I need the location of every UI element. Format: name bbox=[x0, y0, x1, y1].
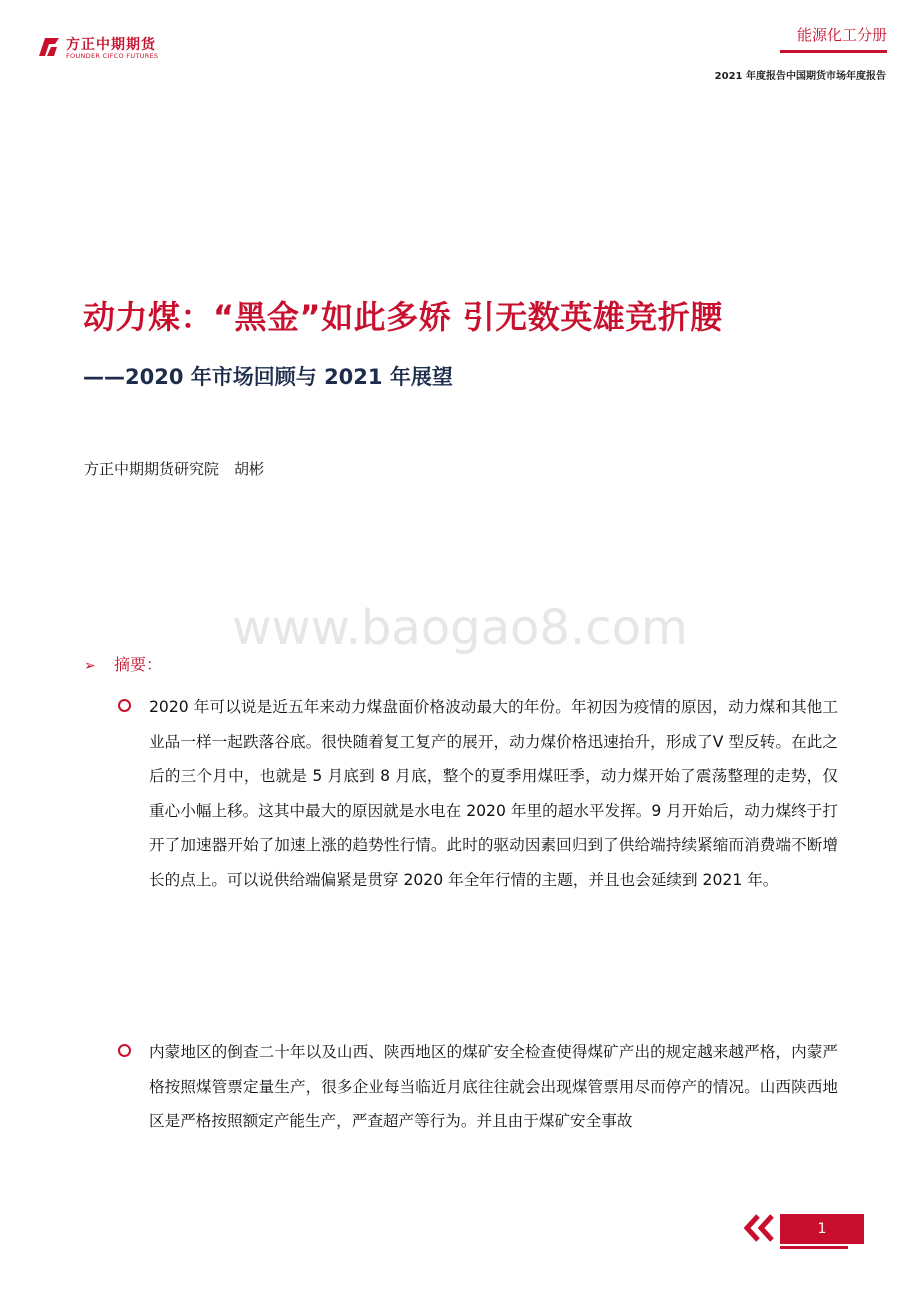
author-line: 方正中期期货研究院 胡彬 bbox=[84, 460, 265, 478]
summary-heading bbox=[84, 652, 162, 675]
page-subtitle: ——2020 年市场回顾与 2021 年展望 bbox=[83, 365, 453, 389]
summary-title: 摘要： bbox=[114, 655, 163, 674]
page-title: 动力煤：“黑金”如此多娇 引无数英雄竞折腰 bbox=[83, 298, 723, 336]
logo-chinese-name: 方正中期期货 bbox=[66, 37, 156, 53]
report-label: 2021 年度报告中国期货市场年度报告 bbox=[714, 71, 886, 82]
summary-paragraph: 内蒙地区的倒查二十年以及山西、陕西地区的煤矿安全检查使得煤矿产出的规定越来越严格，内蒙严格按照煤管票定量生产，很多企业每当临近月底往往就会出现煤管票用尽而停产的情况。山西陕西地区是严格按照额定产能生产，严查超产等行为。并且由于煤矿安全事故 bbox=[149, 1043, 838, 1130]
arrow-bullet-icon: ➢ bbox=[84, 658, 96, 674]
founder-logo-icon bbox=[37, 36, 61, 58]
list-item bbox=[118, 1035, 838, 1139]
footer-divider bbox=[780, 1246, 848, 1249]
list-item bbox=[118, 690, 838, 897]
circle-bullet-icon bbox=[118, 699, 131, 712]
circle-bullet-icon bbox=[118, 1044, 131, 1057]
double-chevron-left-icon bbox=[741, 1213, 777, 1243]
watermark: www.baogao8.com bbox=[232, 600, 688, 656]
section-name: 能源化工分册 bbox=[796, 26, 887, 44]
logo-english-name: FOUNDER CIFCO FUTURES bbox=[66, 52, 159, 60]
page-number: 1 bbox=[780, 1214, 864, 1244]
summary-paragraph: 2020 年可以说是近五年来动力煤盘面价格波动最大的年份。年初因为疫情的原因，动力煤和其他工业品一样一起跌落谷底。很快随着复工复产的展开，动力煤价格迅速抬升，形成了V 型反转。在此之后的三个月中，也就是 5 月底到 8 月底，整个的夏季用煤旺季，动力煤开始了震荡整理的走势，仅重心小幅上移。这其中最大的原因就是水电在 2020 年里的超水平发挥。9 月开始后，动力煤终于打开了加速器开始了加速上涨的趋势性行情。此时的驱动因素回归到了供给端持续紧缩而消费端不断增长的点上。可以说供给端偏紧是贯穿 2020 年全年行情的主题，并且也会延续到 2021 年。 bbox=[149, 698, 838, 889]
header-divider bbox=[780, 50, 887, 53]
